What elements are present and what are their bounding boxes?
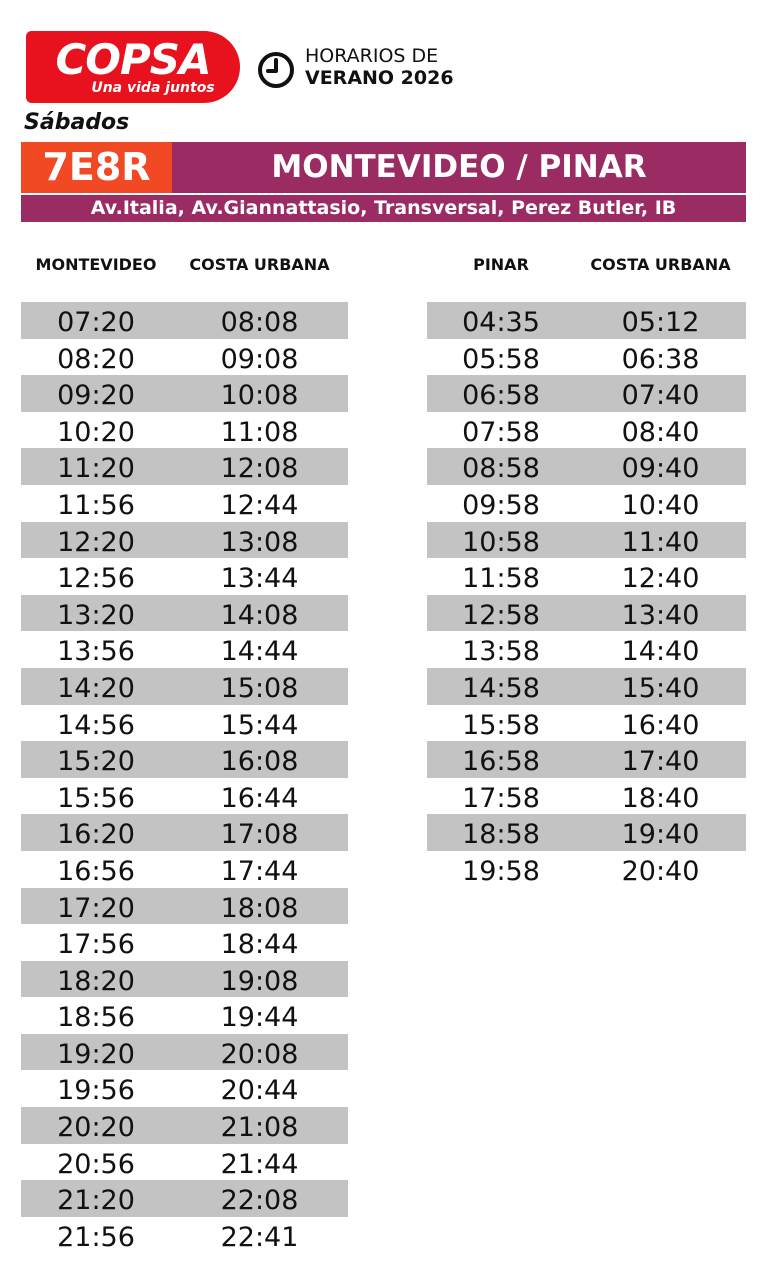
table-row <box>427 814 746 851</box>
arrival-time: 16:40 <box>621 709 700 741</box>
departure-time: 10:58 <box>462 526 540 558</box>
table-row <box>21 1180 348 1217</box>
table-row <box>427 412 746 449</box>
arrival-time: 05:12 <box>621 307 700 338</box>
table-row <box>21 741 348 778</box>
table-row <box>427 302 746 339</box>
arrival-time: 13:08 <box>220 526 299 558</box>
departure-time: 19:58 <box>462 855 540 887</box>
arrival-time: 08:08 <box>220 307 299 338</box>
table-row <box>21 1144 348 1181</box>
arrival-time: 12:44 <box>220 489 299 521</box>
arrival-time: 22:08 <box>220 1185 299 1217</box>
departure-time: 10:20 <box>57 416 135 448</box>
departure-time: 11:56 <box>57 489 135 521</box>
departure-time: 18:56 <box>57 1002 135 1034</box>
arrival-time: 16:44 <box>220 782 299 814</box>
departure-time: 13:58 <box>462 636 540 668</box>
header-costa-urbana-in: COSTA URBANA <box>590 255 731 274</box>
arrival-time: 11:40 <box>621 526 700 558</box>
table-row <box>21 997 348 1034</box>
departure-time: 06:58 <box>462 380 540 412</box>
arrival-time: 09:40 <box>621 453 700 485</box>
table-row <box>427 375 746 412</box>
departure-time: 12:20 <box>57 526 135 558</box>
arrival-time: 13:40 <box>621 599 700 631</box>
departure-time: 08:58 <box>462 453 540 485</box>
route-name: MONTEVIDEO / PINAR <box>271 149 647 185</box>
route-code: 7E8R <box>21 142 172 193</box>
table-row <box>21 412 348 449</box>
arrival-time: 10:40 <box>621 489 700 521</box>
table-row <box>21 814 348 851</box>
departure-time: 07:58 <box>462 416 540 448</box>
arrival-time: 13:44 <box>220 563 299 595</box>
departure-time: 12:56 <box>57 563 135 595</box>
arrival-time: 12:40 <box>621 563 700 595</box>
table-row <box>427 631 746 668</box>
departure-time: 16:20 <box>57 819 135 851</box>
outbound-timetable <box>21 302 348 1253</box>
departure-time: 20:56 <box>57 1148 135 1180</box>
table-row <box>427 522 746 559</box>
table-row <box>21 705 348 742</box>
departure-time: 16:58 <box>462 746 540 778</box>
arrival-time: 17:44 <box>220 855 299 887</box>
arrival-time: 15:40 <box>621 672 700 704</box>
arrival-time: 19:08 <box>220 965 299 997</box>
table-row <box>427 339 746 376</box>
season-title <box>305 45 454 89</box>
departure-time: 07:20 <box>57 307 135 338</box>
arrival-time: 15:44 <box>220 709 299 741</box>
table-row <box>21 558 348 595</box>
arrival-time: 16:08 <box>220 746 299 778</box>
departure-time: 15:56 <box>57 782 135 814</box>
departure-time: 14:56 <box>57 709 135 741</box>
table-row <box>427 705 746 742</box>
arrival-time: 20:40 <box>621 855 700 887</box>
arrival-time: 18:40 <box>621 782 700 814</box>
table-row <box>427 558 746 595</box>
table-row <box>427 485 746 522</box>
arrival-time: 17:40 <box>621 746 700 778</box>
arrival-time: 20:44 <box>220 1075 299 1107</box>
table-row <box>21 1107 348 1144</box>
departure-time: 18:58 <box>462 819 540 851</box>
copsa-logo <box>26 31 240 103</box>
arrival-time: 19:40 <box>621 819 700 851</box>
arrival-time: 11:08 <box>220 416 299 448</box>
table-row <box>427 741 746 778</box>
arrival-time: 17:08 <box>220 819 299 851</box>
table-row <box>21 595 348 632</box>
departure-time: 17:20 <box>57 892 135 924</box>
day-label: Sábados <box>24 110 130 135</box>
arrival-time: 15:08 <box>220 672 299 704</box>
table-row <box>21 851 348 888</box>
logo-tagline: Una vida juntos <box>91 80 215 96</box>
departure-time: 09:20 <box>57 380 135 412</box>
departure-time: 21:20 <box>57 1185 135 1217</box>
departure-time: 15:58 <box>462 709 540 741</box>
arrival-time: 14:08 <box>220 599 299 631</box>
departure-time: 11:58 <box>462 563 540 595</box>
table-row <box>21 448 348 485</box>
table-row <box>21 1034 348 1071</box>
table-row <box>21 302 348 339</box>
arrival-time: 19:44 <box>220 1002 299 1034</box>
table-row <box>427 595 746 632</box>
arrival-time: 14:40 <box>621 636 700 668</box>
clock-icon <box>256 50 296 90</box>
departure-time: 16:56 <box>57 855 135 887</box>
departure-time: 11:20 <box>57 453 135 485</box>
header-costa-urbana-out: COSTA URBANA <box>189 255 330 274</box>
table-row <box>427 851 746 888</box>
header-pinar: PINAR <box>473 255 529 274</box>
arrival-time: 20:08 <box>220 1038 299 1070</box>
departure-time: 05:58 <box>462 343 540 375</box>
arrival-time: 21:08 <box>220 1112 299 1144</box>
arrival-time: 09:08 <box>220 343 299 375</box>
table-row <box>21 485 348 522</box>
departure-time: 14:20 <box>57 672 135 704</box>
departure-time: 14:58 <box>462 672 540 704</box>
table-row <box>21 961 348 998</box>
table-row <box>21 522 348 559</box>
departure-time: 13:20 <box>57 599 135 631</box>
departure-time: 18:20 <box>57 965 135 997</box>
route-via: Av.Italia, Av.Giannattasio, Transversal, Perez Butler, IB <box>21 195 746 222</box>
table-row <box>427 448 746 485</box>
arrival-time: 18:44 <box>220 929 299 961</box>
arrival-time: 07:40 <box>621 380 700 412</box>
table-row <box>21 1217 348 1254</box>
route-header <box>21 142 746 193</box>
table-row <box>427 778 746 815</box>
season-line-2: VERANO 2026 <box>305 67 454 89</box>
table-row <box>21 375 348 412</box>
table-row <box>21 888 348 925</box>
table-row <box>427 668 746 705</box>
departure-time: 17:58 <box>462 782 540 814</box>
departure-time: 19:20 <box>57 1038 135 1070</box>
arrival-time: 12:08 <box>220 453 299 485</box>
arrival-time: 08:40 <box>621 416 700 448</box>
arrival-time: 06:38 <box>621 343 700 375</box>
departure-time: 04:35 <box>462 307 540 338</box>
table-row <box>21 1070 348 1107</box>
departure-time: 17:56 <box>57 929 135 961</box>
departure-time: 12:58 <box>462 599 540 631</box>
logo-name: COPSA <box>55 35 211 84</box>
table-row <box>21 924 348 961</box>
arrival-time: 18:08 <box>220 892 299 924</box>
departure-time: 19:56 <box>57 1075 135 1107</box>
arrival-time: 21:44 <box>220 1148 299 1180</box>
arrival-time: 10:08 <box>220 380 299 412</box>
inbound-timetable <box>427 302 746 888</box>
departure-time: 08:20 <box>57 343 135 375</box>
table-row <box>21 668 348 705</box>
table-row <box>21 778 348 815</box>
departure-time: 15:20 <box>57 746 135 778</box>
departure-time: 09:58 <box>462 489 540 521</box>
header-montevideo: MONTEVIDEO <box>35 255 157 274</box>
departure-time: 20:20 <box>57 1112 135 1144</box>
departure-time: 13:56 <box>57 636 135 668</box>
table-row <box>21 339 348 376</box>
arrival-time: 22:41 <box>220 1221 299 1253</box>
season-line-1: HORARIOS DE <box>305 45 439 67</box>
table-row <box>21 631 348 668</box>
departure-time: 21:56 <box>57 1221 135 1253</box>
arrival-time: 14:44 <box>220 636 299 668</box>
